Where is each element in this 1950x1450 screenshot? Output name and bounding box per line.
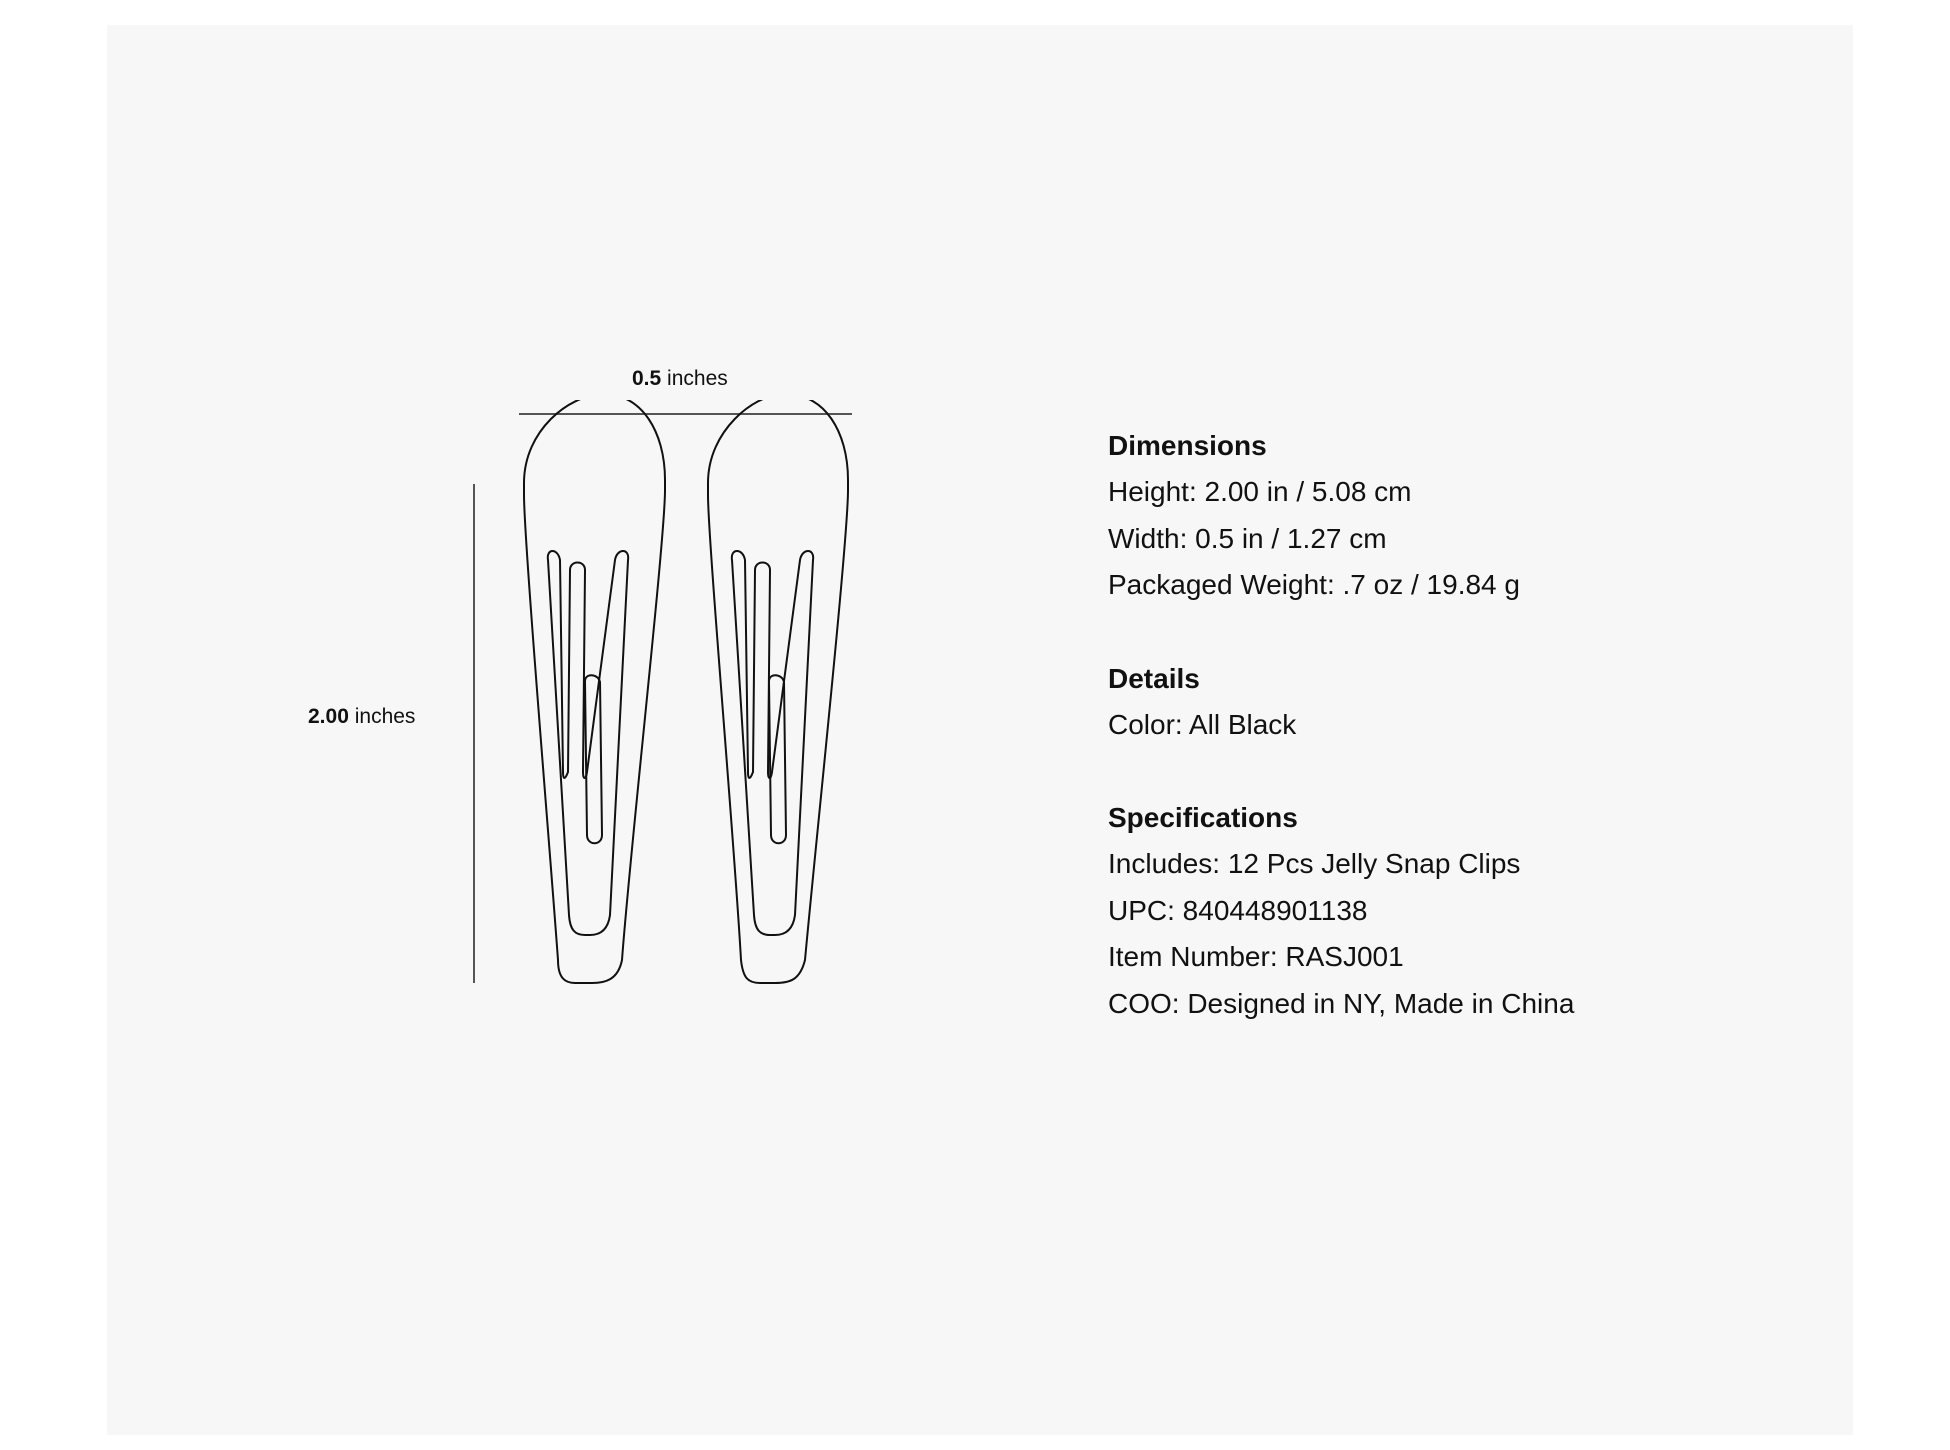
packaged-weight-line: Packaged Weight: .7 oz / 19.84 g [1108,569,1520,600]
details-section [1108,656,1808,749]
color-line: Color: All Black [1108,708,1297,740]
width-dimension-label [632,368,728,389]
height-value: 2.00 [308,705,349,728]
coo-line: COO: Designed in NY, Made in China [1108,987,1575,1019]
height-unit: inches [354,705,416,728]
dimensions-heading: Dimensions [1108,430,1267,461]
width-line: Width: 0.5 in / 1.27 cm [1108,522,1387,554]
width-value: 0.5 [632,367,662,390]
height-line: Height: 2.00 in / 5.08 cm [1108,476,1412,507]
specifications-section [1108,795,1808,1027]
width-unit: inches [667,367,728,390]
item-number-line: Item Number: RASJ001 [1108,941,1404,972]
snap-clip-right-icon [708,400,848,983]
specifications-heading: Specifications [1108,802,1298,833]
snap-clip-left-icon [524,400,665,983]
details-heading: Details [1108,662,1200,694]
product-specs [1108,423,1808,1074]
snap-clips-illustration [460,400,880,1000]
upc-line: UPC: 840448901138 [1108,894,1368,926]
includes-line: Includes: 12 Pcs Jelly Snap Clips [1108,848,1521,879]
height-dimension-label [308,706,415,727]
dimensions-section [1108,423,1808,609]
